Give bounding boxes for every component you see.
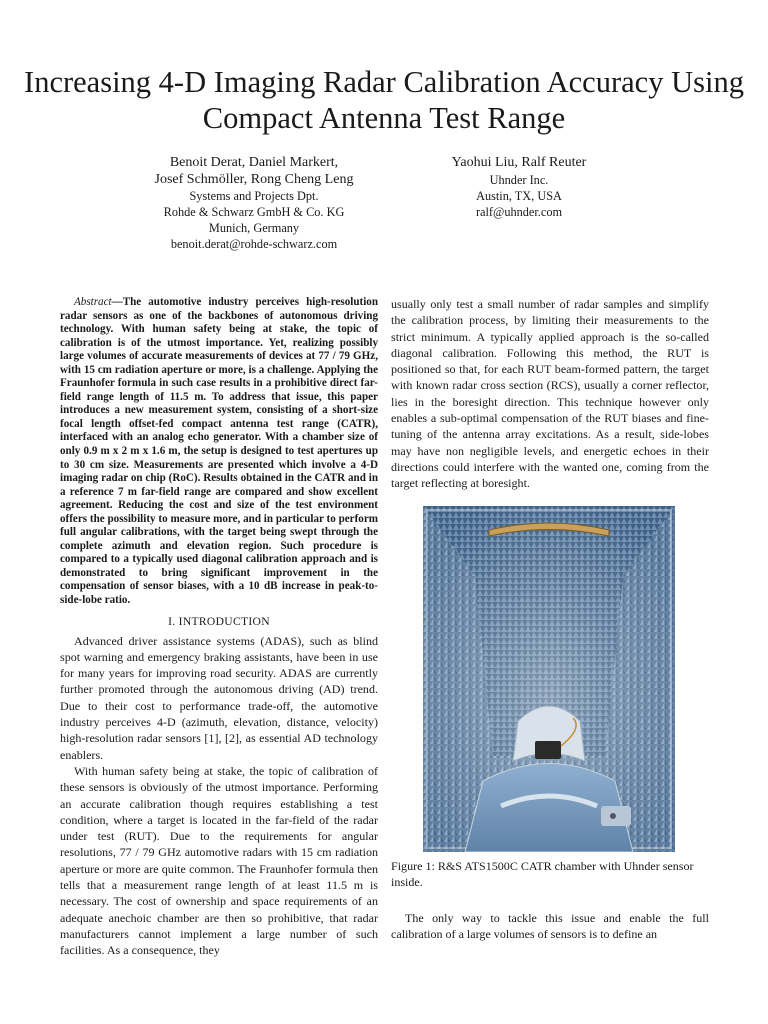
body-paragraph-continued: usually only test a small number of radar samples and simplify the calibration process, by limiting their measurements to the strict minimum. A typically applied approach is the so-called diagonal calibration. Following this method, the RUT is positioned so that, for each RUT beam-formed pattern, the target with known radar cross section (RCS), usually a corner reflector, lies in the boresight direction. This technique however only enables a sub-optimal compensation of the RUT biases and fine-tuning of the antenna array excitations. As a result, side-lobes may have non negligible levels, and energetic echoes in their directions could interfere with the wanted one, coming from the target reflecting at boresight. <box>391 297 709 491</box>
radar-sensor <box>535 741 561 759</box>
author-email: benoit.derat@rohde-schwarz.com <box>170 237 338 251</box>
author-block-uhnder <box>405 155 633 220</box>
section-numeral: I. <box>168 614 179 628</box>
figure-catr-chamber-photo <box>423 506 675 852</box>
author-organization: Rohde & Schwarz GmbH & Co. KG <box>163 205 345 219</box>
figure-caption: Figure 1: R&S ATS1500C CATR chamber with Uhnder sensor inside. <box>391 858 694 889</box>
intro-paragraph-1: Advanced driver assistance systems (ADAS), such as blind spot warning and emergency braking assistants, have been in use for many years for improving road security. ADAS are currently further promoted through the autonomous driving (AD) trend. Due to their cost to performance trade-off, the automotive industry perceives 4-D (azimuth, elevation, distance, velocity) high-resolution radar sensors [1], [2], as essential AD technology enablers. <box>60 633 378 762</box>
author-names-line-2: Josef Schmöller, Rong Cheng Leng <box>154 171 354 187</box>
abstract <box>60 296 378 608</box>
author-city: Munich, Germany <box>208 221 300 235</box>
author-names: Yaohui Liu, Ralf Reuter <box>451 155 587 170</box>
section-title-rest: NTRODUCTION <box>182 614 270 628</box>
abstract-text: —The automotive industry perceives high-resolution radar sensors as one of the backbones of autonomous driving technology. With human safety being at stake, the topic of calibration is of the utmost importance. Yet, realizing possibly large volumes of accurate measurements of devices at 77 / 79 GHz, with 15 cm radiation aperture or more, is a challenge. Applying the Fraunhofer formula in such case results in a prohibitive direct far-field range length of 11.5 m. To address that issue, this paper introduces a new measurement system, consisting of a short-size focal length offset-fed compact antenna test range (CATR), interfaced with an analog echo generator. With a chamber size of only 0.9 m x 2 m x 1.6 m, the setup is designed to test apertures up to 30 cm size. Measurements are presented which involve a 4-D imaging radar on chip (RoC). Results obtained in the CATR and in a reference 7 m far-field range are compared and show excellent agreement. Reducing the cost and size of the test environment offers the possibility to measure more, and in particular to perform full angular calibrations, with the target being swept through the complete azimuth and elevation region. Such procedure is compared to a typically used diagonal calibration approach and is demonstrated to bring significant improvement in the compensation of sensor biases, with a 10 dB increase in peak-to-side-lobe ratio. <box>60 296 378 607</box>
author-email: ralf@uhnder.com <box>475 204 563 219</box>
right-column <box>391 296 709 943</box>
abstract-label: Abstract <box>74 296 112 308</box>
author-block-rohde-schwarz <box>124 155 384 252</box>
author-names-line-1: Benoit Derat, Daniel Markert, <box>169 155 339 170</box>
chamber-photo-illustration <box>423 506 675 852</box>
paper-title: Increasing 4-D Imaging Radar Calibration Accuracy Using Compact Antenna Test Range <box>24 65 744 135</box>
section-heading-introduction <box>60 615 378 628</box>
left-column <box>60 296 378 959</box>
body-paragraph-after-figure: The only way to tackle this issue and enable the full calibration of a large volumes of sensors is to define an <box>391 911 709 942</box>
section-first-letter: I <box>178 614 183 628</box>
author-department: Systems and Projects Dpt. <box>189 189 319 203</box>
author-city: Austin, TX, USA <box>476 188 562 203</box>
author-organization: Uhnder Inc. <box>489 172 549 187</box>
intro-paragraph-2: With human safety being at stake, the topic of calibration of these sensors is obviously of the utmost importance. Performing an accurate calibration though requires establishing a test condition, where a target is located in the far-field of the radar under test (RUT). Due to the requirements for angular resolutions, 77 / 79 GHz automotive radars with 15 cm radiation aperture or more are quite common. The Fraunhofer formula then tells that a measurement range length of at least 11.5 m is necessary. The cost of ownership and space requirements of an adequate anechoic chamber are then so prohibitive, that radar manufacturers cannot implement a large number of such facilities. As a consequence, they <box>60 763 378 958</box>
